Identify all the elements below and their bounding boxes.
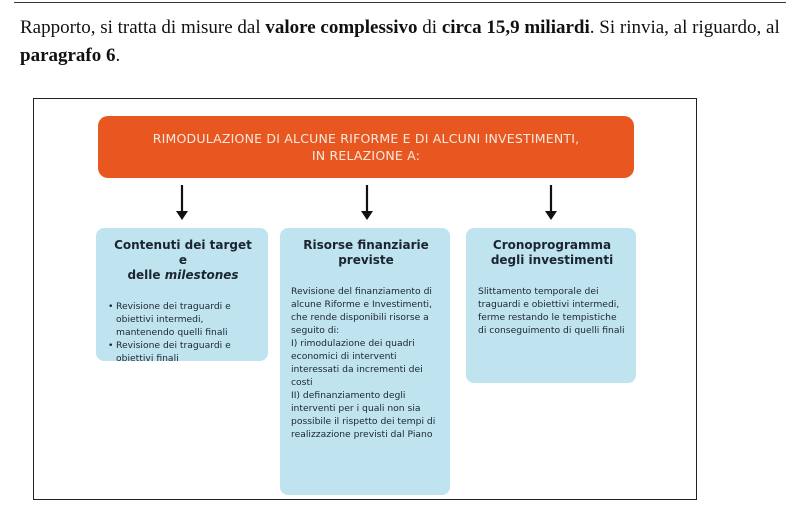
diagram-figure	[33, 98, 697, 500]
paragraph-text: .	[115, 45, 121, 66]
diagram-banner	[98, 116, 634, 178]
paragraph-text: di	[417, 17, 442, 38]
box-title-italic: milestones	[164, 268, 239, 282]
box-body-item: II) definanziamento degli interventi per i quali non sia possibile il rispetto dei tempi di realizzazione previsti dal Piano	[291, 390, 436, 440]
list-item: • Revisione dei traguardi e obiettivi finali	[108, 339, 258, 365]
box-target-milestones	[96, 228, 268, 364]
box-body	[291, 285, 441, 441]
box-body-text: Revisione del finanziamento di alcune Riforme e Investimenti, che rende disponibili risorse a seguito di:	[291, 286, 433, 336]
box-title	[291, 238, 441, 268]
box-title	[108, 238, 258, 283]
box-risorse-finanziarie	[280, 228, 450, 495]
box-title	[478, 238, 626, 268]
body-paragraph	[20, 14, 785, 70]
box-title-line: Cronoprogramma	[492, 238, 612, 252]
box-body	[478, 285, 626, 337]
box-title-line: Risorse finanziarie	[303, 238, 429, 252]
box-cronoprogramma	[466, 228, 636, 383]
box-title-line: Contenuti dei target e	[114, 238, 252, 267]
banner-line-1: RIMODULAZIONE DI ALCUNE RIFORME E DI ALCUNI INVESTIMENTI,	[152, 131, 580, 146]
arrow-down-icon	[176, 185, 188, 221]
paragraph-text: Rapporto, si tratta di misure dal	[20, 17, 266, 38]
box-title-line: degli investimenti	[490, 253, 614, 267]
box-title-line	[108, 268, 258, 283]
banner-line-2: IN RELAZIONE A:	[311, 148, 421, 163]
box-body-item: I) rimodulazione dei quadri economici di interventi interessati da incrementi dei costi	[291, 338, 423, 388]
box-title-text: delle	[127, 268, 165, 282]
arrow-down-icon	[361, 185, 373, 221]
box-body-text: Slittamento temporale dei traguardi e obiettivi intermedi, ferme restando le tempistiche di conseguimento di quelli finali	[478, 286, 625, 336]
list-item: • Revisione dei traguardi e obiettivi intermedi, mantenendo quelli finali	[108, 300, 258, 339]
paragraph-text: . Si rinvia, al riguardo, al	[589, 17, 780, 38]
paragraph-bold-section: paragrafo 6	[20, 45, 116, 66]
top-rule	[14, 2, 786, 3]
paragraph-bold-total: valore complessivo	[265, 17, 418, 38]
arrow-down-icon	[545, 185, 557, 221]
paragraph-bold-amount: circa 15,9 miliardi	[441, 17, 590, 38]
box-title-line: previste	[338, 253, 394, 267]
bullet-list	[108, 300, 258, 365]
